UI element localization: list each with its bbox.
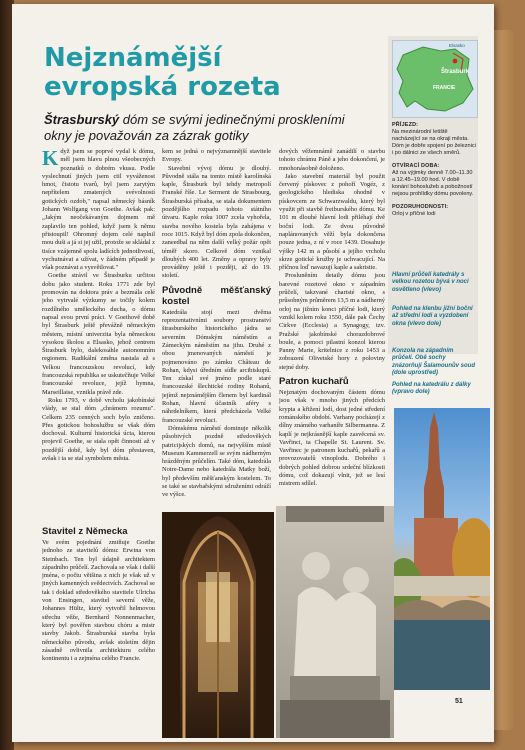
paragraph: Nejznatým dochovaným částem dómu jsou však v mnoho jiných předcích krypta a křižení lodí, dost jedné středení románského období. Varhany pocházejí z dílny známého varhaníře Silbermanna. Z kaplí je nejkrásnější kaple zasvěcená sv. Vavřinci, ta Chapelle St. Laurent. Sv. Vavřinec je patronem kuchařů, pekařů a provozovatelů vinoplodu. Dobrého i dobrých pohled dobrou srdeční blízkosti dómu, což dokazují vlnit, jež se lesí mistrem sdílel. bbox=[279, 389, 385, 488]
article-title: Nejznámější evropská rozeta bbox=[44, 43, 281, 102]
map-region-label: Elsasko bbox=[449, 43, 465, 48]
paragraph: Jako stavební materiál byl použit červený pískovec z pohoří Vogéz, z geologického hlediska ohodně v pískovcem ze Schwarzwaldu, který byl využit při stavbě freiburského dómu. Ke 101 m dlouhé hlavní lodi přiléhají dvě boční lodi. Ze dvou původně naplánovaných věží byla dokončena pouze jedna, z ní v roce 1439. Dosahuje výšky 142 m a působí a jejího vrcholu skrze gotické kružby je uchvacující. Na příčnou loď navazují kaple a sakristie. bbox=[279, 172, 385, 272]
arrival-label: PŘÍJEZD: bbox=[392, 122, 419, 128]
subtitle-strong: Štrasburský bbox=[44, 112, 120, 127]
subtitle-rest: dóm se svými jedinečnými proskleními okny je považován za zázrak gotiky bbox=[44, 112, 345, 143]
page-edges bbox=[494, 30, 514, 730]
opening-hours-text: Až na výjimky denně 7.00–11.30 a 12.45–19.00 hod. V době konání bohoslužeb a pobožností nejsou prohlídky dómu povoleny. bbox=[392, 170, 474, 197]
map-city-label: Štrasburk bbox=[441, 69, 470, 75]
sidebar-info bbox=[392, 122, 476, 218]
paragraph-text: dyž jsem se poprvé vydal k dómu, měl jsem hlavu plnou všeobecných poznatků o dobrém vkusu. Podle vyslechnutí jiných jsem ctil vyváženost hmot, čistotu tvarů, byl jsem zarytým nepřítelem zmatených svévolností gotických ozdob," napsal německý básník Johann Wolfgang von Goethe. Avšak pak: „Jakým neočekávaným dojmem mě zaplavilo ten pohled, když jsem k němu přistoupil! Ohromný dojem celé naplnil mou duši a já si jej užil, protože se skládal z tisíce vzájemně spolu ladících jednotlivostí, vychutnávat a užívat, v žádném případě je však poznávat a vysvětlovat." bbox=[42, 148, 155, 272]
france-map-graphic bbox=[393, 41, 477, 117]
paragraph: kem se jedná o nejvýznamnější stavitele Evropy. bbox=[162, 148, 271, 164]
text-column-3 bbox=[279, 148, 385, 498]
text-column-1 bbox=[42, 148, 155, 520]
heading-kostel: Původně měšťanský kostel bbox=[162, 284, 271, 307]
paragraph: Ve svém pojednání zmiňuje Goethe jednoho ze stavitelů dómu: Erwina von Steinbach. Ten byl údajně architektem západního průčelí. Zachovala se však i další jména, o počtu většina z nich je však už v jiných kamenných svědectvích. Zachoval se tak i doklad středověkého stavitele Ulricha von Ensingen, stavitel severní věže, Johannes Hültz, který vytvořil helmovou střechu věže, Bernhard Nonnenmacher, který byl pověřen stavbou chóru a mistr stavby Jakob. Štrasburská stavba byla německého původu, avšak stoletím dějin zásadně ovlivnila architekturu celého kontinentu i a zejména celého Francie. bbox=[42, 539, 155, 663]
opening-hours-label: OTVÍRACÍ DOBA: bbox=[392, 163, 440, 169]
highlights-text: Orloj v příčné lodi bbox=[392, 211, 436, 217]
page-number: 51 bbox=[455, 698, 463, 705]
photo-caption-2: Pohled na klenbu jižní boční až střední lodi a vyzdobení okna (vlevo dole) bbox=[392, 306, 473, 327]
sculpture-photo bbox=[276, 506, 394, 738]
photo-caption-4: Pohled na katedrálu z dálky (vpravo dole) bbox=[392, 382, 471, 396]
paragraph: Dómskému náměstí dominuje několik působivých pozdně středověkých patricijských domů, na nejvyšším místě Museum Kammerzell se svým nádherným hrázděným průčelím. Také dóm, katedrála Notre-Dame nebo katedrála Matky boží, byl především měšťanským kostelem. To se také se stavbařskými sdruženími odráží ve výšce. bbox=[162, 424, 271, 499]
cathedral-distant-photo bbox=[394, 408, 490, 690]
photo-caption-3: Konzola na západním průčelí. Obě sochy znázorňují Šalamounův soud (dole uprostřed) bbox=[392, 348, 476, 377]
article-subtitle bbox=[44, 112, 374, 144]
highlights-label: POZORUHODNOSTI: bbox=[392, 204, 449, 210]
text-column-2 bbox=[162, 148, 271, 510]
photo-caption-1: Hlavní průčelí katedrály s velkou rozetou bývá v noci osvětleno (vlevo) bbox=[392, 272, 469, 293]
paragraph: Prosluněním detaily dómu jsou barevné rozetové okno v západním průčelí, takzvané charisté okno, s průsobným průměrem 13,5 m a nádherný orloj na jižním konci příčné lodi, který vznikl kolem roku 1550, dále pak Čechy Cirkve (Ecclesia) a Synagogy, tzv. Pražské jakobínské chorazdobrové boule, a pomoci pilastní konzol kterou Panny Marie, kritelnice z roku 1453 a zobrazení Olivetské hory z poloviny stejné doby. bbox=[279, 272, 385, 371]
arrival-text: Na mezinárodní letiště nacházející se na okraji města. Dóm je dobře spojení po železnici i po dálnici ze všech směrů. bbox=[392, 129, 476, 156]
cathedral-interior-photo bbox=[162, 512, 274, 738]
map-country-label: FRANCIE bbox=[433, 85, 456, 91]
strasbourg-marker bbox=[453, 59, 458, 64]
paragraph: dových věžemnámě zanádilí o stavbu tohoto chrámu Páně a jeho dokončení, je mnohonásobně doloženo. bbox=[279, 148, 385, 172]
heading-stavitel: Stavitel z Německa bbox=[42, 526, 128, 537]
paragraph: Roku 1793, v době vrcholu jakobínské vlády, se stal dóm „chrámem rozumu". Celkem 235 cenných soch bylo zničeno. Přes gotickou bohoslužbu se však dóm dochoval. Kulturní historická úcta, kterou projevil Goethe, se stala opět činností až v pozdější době, kdy byl dóm přestaven, avšak i ta se stal symbolem města. bbox=[42, 396, 155, 462]
paragraph: Goethe strávil ve Štrasburku určitou dobu jako student. Roku 1771 zde byl promován na doktora práv a bezmála celé jeho vytrvalé výzkumy se točily kolem rozdílného uměleckého ducha, o dómu napsal svou první práci. V Goethově době byl Štrasburk ještě převážně německým městem, místní univerzita byla německou vysokou školou a Elsasko, jehož centrem Štrasburk bylo, dalekosáhle autonomním regionem. Radikální změna nastala až s Velkou francouzskou revolucí, kdy francouzská republika se uskutečňuje Velké francouzské revoluce, jejíž hymna, Marseillaise, vznikla právě zde. bbox=[42, 272, 155, 396]
text-column-1b bbox=[42, 522, 155, 708]
drop-cap: K bbox=[42, 148, 59, 170]
paragraph: Stavební vývoj dómu je dlouhý. Původně stála na tomto místě karolínská kaple, Štrasburk byl tehdy metropolí Franské říše. Le Serment de Strasbourg, Štrasburská přísaha, se stala dokumentem pozdějšího rozpadu tohoto státního útvaru. Kaple roku 1007 zcela vyhořela, stavba nového kostela byla zahájena v roce 1015. Když byl dóm zpola dokončen, zaneedbal na něm další velký požár opět téměř skoro. Celkově dóm vznikal dlouhých 400 let. Změny a opravy byly prováděny ještě i později, až do 19. století. bbox=[162, 164, 271, 280]
location-map bbox=[392, 40, 478, 118]
paragraph: Katedrála stojí mezi dvěma reprezentativními soubory prostranství štrasburského historického jádra se severním Dómským náměstím a Zámeckým náměstím na jihu. Druhé z obou jmenovaných náměstí je pojmenováno po zámku Château de Rohan, kdysi úředním sídle arcibiskupů. Ten získal své jméno podle staré francouzské šlechtické rodiny Rohanů, jejímž nejznámějším členem byl kardinál Rohan, hlavní účastník aféry s náhrdelníkem, která předcházela Velké francouzské revoluci. bbox=[162, 308, 271, 424]
heading-patron: Patron kuchařů bbox=[279, 376, 349, 388]
paragraph bbox=[42, 148, 155, 272]
